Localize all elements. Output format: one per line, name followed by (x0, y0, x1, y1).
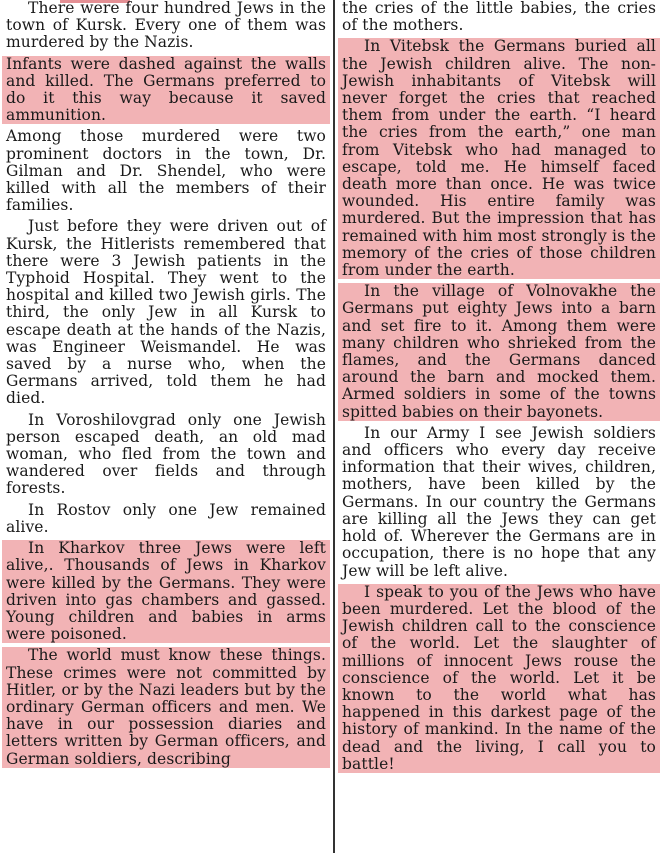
paragraph-call-to-battle: I speak to you of the Jews who have been murdered. Let the blood of the Jewish children call to the conscience of the world. Let the slaughter of millions of innocent Jews rouse the conscience of the world. Let it be known to the world what has happened in this darkest page of the history of mankind. In the name of the dead and the living, I call you to battle! (338, 584, 660, 773)
left-column (2, 0, 330, 853)
paragraph-kursk: There were four hundred Jews in the town of Kursk. Every one of them was murdered by the Nazis. (6, 0, 326, 52)
paragraph-volnovakhe: In the village of Volnovakhe the Germans put eighty Jews into a barn and set fire to it. Among them were many children who shrieked from the flames, and the Germans danced around the barn and mocked them. Armed soldiers in some of the towns spitted babies on their bayonets. (338, 283, 660, 421)
paragraph-typhoid-hospital: Just before they were driven out of Kursk, the Hitlerists remembered that there were 3 Jewish patients in the Typhoid Hospital. They went to the hospital and killed two Jewish girls. The third, the only Jew in all Kursk to escape death at the hands of the Nazis, was Engineer Weismandel. He was saved by a nurse who, when the Germans arrived, told them he had died. (6, 217, 326, 408)
paragraph-cries-continued: the cries of the little babies, the cries of the mothers. (342, 0, 656, 35)
paragraph-vitebsk: In Vitebsk the Germans buried all the Jewish children alive. The non-Jewish inhabitants of Vitebsk will never forget the cries that reached them from under the earth. “I heard the cries from the earth,” one man from Vitebsk who had managed to escape, told me. He himself faced death more than once. He was twice wounded. His entire family was murdered. But the impression that has remained with him most strongly is the memory of the cries of those children from under the earth. (338, 38, 660, 279)
paragraph-rostov: In Rostov only one Jew remained alive. (6, 500, 326, 536)
column-divider (333, 0, 335, 853)
right-column (338, 0, 660, 853)
paragraph-our-army: In our Army I see Jewish soldiers and officers who every day receive information that their wives, children, mothers, have been killed by the Germans. In our country the Germans are killing all the Jews they can get hold of. Wherever the Germans are in occupation, there is no hope that any Jew will be left alive. (342, 423, 656, 580)
paragraph-world-must-know: The world must know these things. These crimes were not committed by Hitler, or by the Nazi leaders but by the ordinary German officers and men. We have in our possession diaries and letters written by German officers, and German soldiers, describing (2, 647, 330, 767)
paragraph-voroshilovgrad: In Voroshilovgrad only one Jewish person escaped death, an old mad woman, who fled from the town and wandered over fields and through forests. (6, 410, 326, 498)
paragraph-kharkov: In Kharkov three Jews were left alive,. Thousands of Jews in Kharkov were killed by the Germans. They were driven into gas chambers and gassed. Young children and babies in arms were poisoned. (2, 540, 330, 643)
paragraph-infants: Infants were dashed against the walls and killed. The Germans preferred to do it this way because it saved ammunition. (2, 56, 330, 125)
paragraph-doctors: Among those murdered were two prominent doctors in the town, Dr. Gilman and Dr. Shendel, who were killed with all the members of their families. (6, 127, 326, 215)
